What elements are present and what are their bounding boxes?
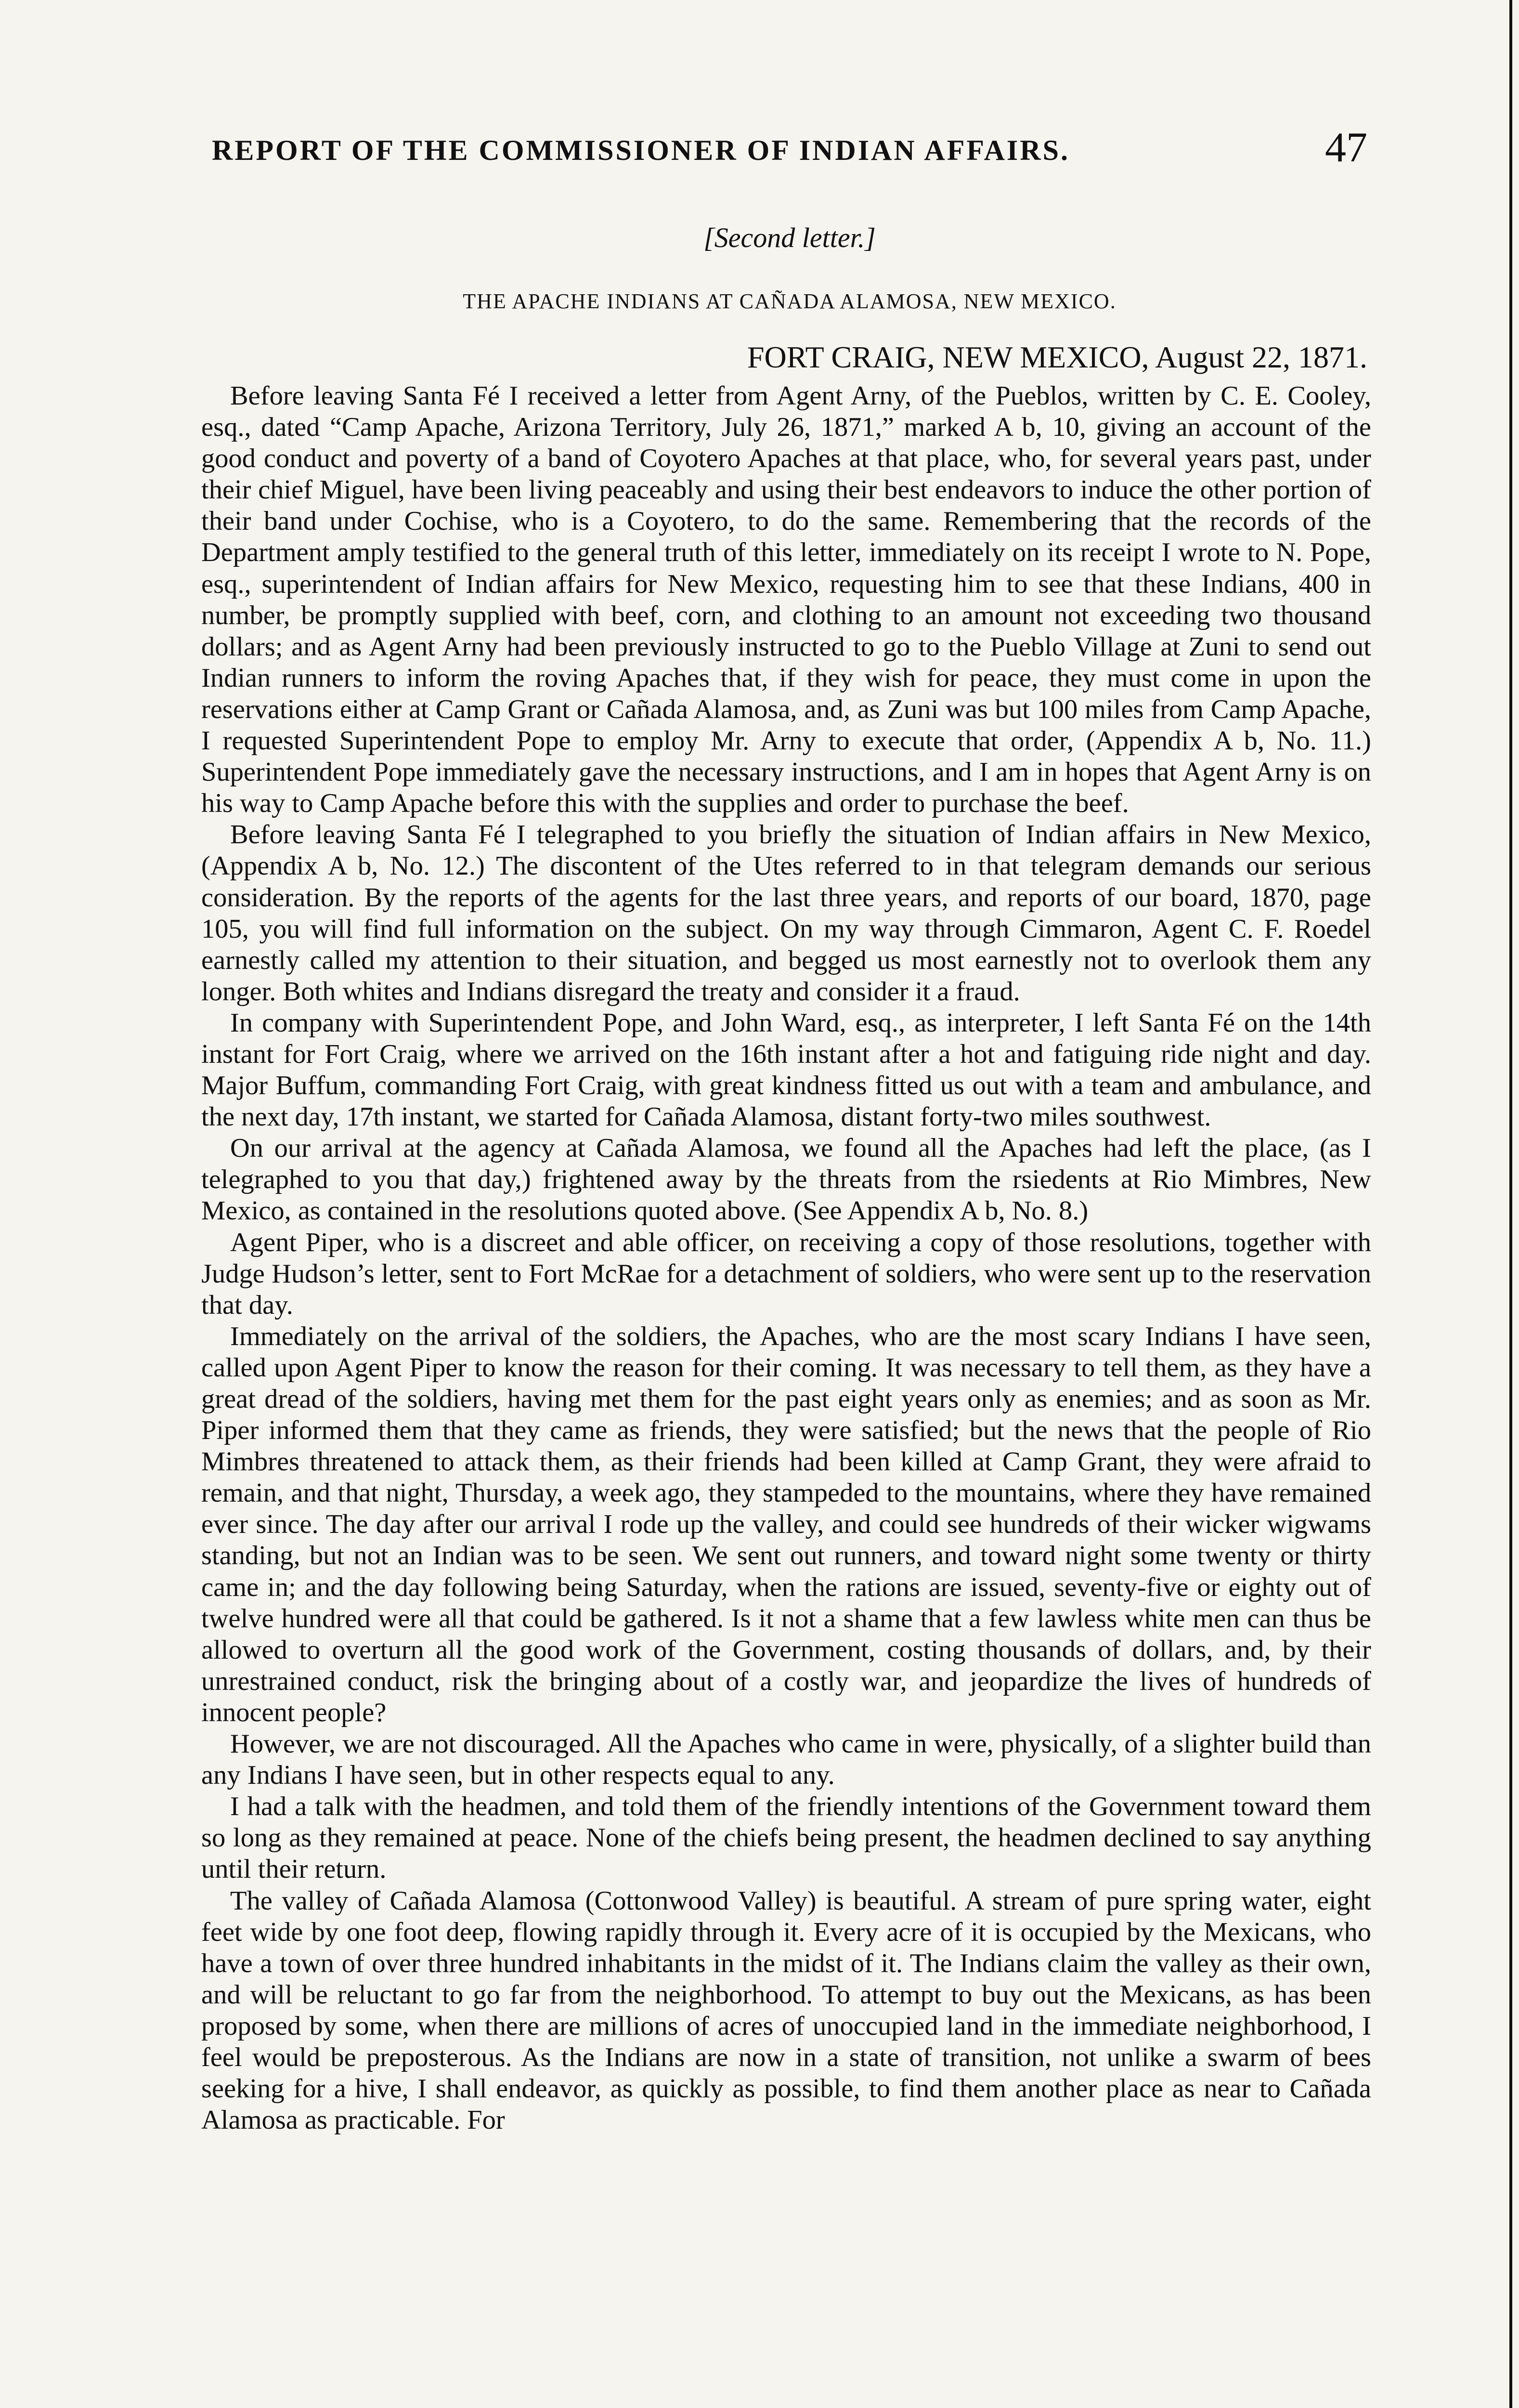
- paragraph: Agent Piper, who is a discreet and able officer, on receiving a copy of those resolutions, together with Judge Hudson’s letter, sent to Fort McRae for a detachment of soldiers, who were sent up to the reservation that day.: [201, 1227, 1371, 1320]
- paragraph: On our arrival at the agency at Cañada Alamosa, we found all the Apaches had left the place, (as I telegraphed to you that day,) frightened away by the threats from the rsiedents at Rio Mimbres, New Mexico, as contained in the resolutions quoted above. (See Appendix A b, No. 8.): [201, 1133, 1371, 1226]
- section-title: THE APACHE INDIANS AT CAÑADA ALAMOSA, NEW MEXICO.: [463, 289, 1117, 313]
- paragraph: In company with Superintendent Pope, and John Ward, esq., as interpreter, I left Santa Fé on the 14th instant for Fort Craig, where we arrived on the 16th instant after a hot and fatiguing ride night and day. Major Buffum, commanding Fort Craig, with great kindness fitted us out with a team and ambulance, and the next day, 17th instant, we started for Cañada Alamosa, distant forty-two miles southwest.: [201, 1008, 1371, 1132]
- page-edge-rule: [1509, 0, 1512, 2408]
- running-head: REPORT OF THE COMMISSIONER OF INDIAN AFFAIRS.: [212, 134, 1070, 166]
- paragraph: Before leaving Santa Fé I received a letter from Agent Arny, of the Pueblos, written by C. E. Cooley, esq., dated “Camp Apache, Arizona Territory, July 26, 1871,” marked A b, 10, giving an account of the good conduct and poverty of a band of Coyotero Apaches at that place, who, for several years past, under their chief Miguel, have been living peaceably and using their best endeavors to induce the other portion of their band under Cochise, who is a Coyotero, to do the same. Remembering that the records of the Department amply testified to the general truth of this letter, immediately on its receipt I wrote to N. Pope, esq., superintendent of Indian affairs for New Mexico, requesting him to see that these Indians, 400 in number, be promptly supplied with beef, corn, and clothing to an amount not exceeding two thousand dollars; and as Agent Arny had been previously instructed to go to the Pueblo Village at Zuni to send out Indian runners to inform the roving Apaches that, if they wish for peace, they must come in upon the reservations either at Camp Grant or Cañada Alamosa, and, as Zuni was but 100 miles from Camp Apache, I requested Superintendent Pope to employ Mr. Arny to execute that order, (Appendix A b, No. 11.) Superintendent Pope immediately gave the necessary instructions, and I am in hopes that Agent Arny is on his way to Camp Apache before this with the supplies and order to purchase the beef.: [201, 381, 1371, 819]
- paragraph: I had a talk with the headmen, and told them of the friendly intentions of the Government toward them so long as they remained at peace. None of the chiefs being present, the headmen declined to say anything until their return.: [201, 1792, 1371, 1885]
- paragraph: Immediately on the arrival of the soldiers, the Apaches, who are the most scary Indians I have seen, called upon Agent Piper to know the reason for their coming. It was necessary to tell them, as they have a great dread of the soldiers, having met them for the past eight years only as enemies; and as soon as Mr. Piper informed them that they came as friends, they were satisfied; but the news that the people of Rio Mimbres threatened to attack them, as their friends had been killed at Camp Grant, they were afraid to remain, and that night, Thursday, a week ago, they stampeded to the mountains, where they have remained ever since. The day after our arrival I rode up the valley, and could see hundreds of their wicker wigwams standing, but not an Indian was to be seen. We sent out runners, and toward night some twenty or thirty came in; and the day following being Saturday, when the rations are issued, seventy-five or eighty out of twelve hundred were all that could be gathered. Is it not a shame that a few lawless white men can thus be allowed to overturn all the good work of the Government, costing thousands of dollars, and, by their unrestrained conduct, risk the bringing about of a costly war, and jeopardize the lives of hundreds of innocent people?: [201, 1321, 1371, 1727]
- page-number: 47: [1325, 124, 1367, 171]
- paragraph: Before leaving Santa Fé I telegraphed to you briefly the situation of Indian affairs in New Mexico, (Appendix A b, No. 12.) The discontent of the Utes referred to in that telegram demands our serious consideration. By the reports of the agents for the last three years, and reports of our board, 1870, page 105, you will find full information on the subject. On my way through Cimmaron, Agent C. F. Roedel earnestly called my attention to their situation, and begged us most earnestly not to overlook them any longer. Both whites and Indians disregard the treaty and consider it a fraud.: [201, 820, 1371, 1007]
- paragraph: The valley of Cañada Alamosa (Cottonwood Valley) is beautiful. A stream of pure spring water, eight feet wide by one foot deep, flowing rapidly through it. Every acre of it is occupied by the Mexicans, who have a town of over three hundred inhabitants in the midst of it. The Indians claim the valley as their own, and will be reluctant to go far from the neighborhood. To attempt to buy out the Mexicans, as has been proposed by some, when there are millions of acres of unoccupied land in the immediate neighborhood, I feel would be preposterous. As the Indians are now in a state of transition, not unlike a swarm of bees seeking for a hive, I shall endeavor, as quickly as possible, to find them another place as near to Cañada Alamosa as practicable. For: [201, 1885, 1371, 2135]
- paragraph: However, we are not discouraged. All the Apaches who came in were, physically, of a slighter build than any Indians I have seen, but in other respects equal to any.: [201, 1729, 1371, 1791]
- letter-label: [Second letter.]: [703, 222, 876, 253]
- letter-body: [201, 380, 1371, 2136]
- dateline: FORT CRAIG, NEW MEXICO, August 22, 1871.: [747, 340, 1367, 374]
- page-header: [212, 124, 1367, 183]
